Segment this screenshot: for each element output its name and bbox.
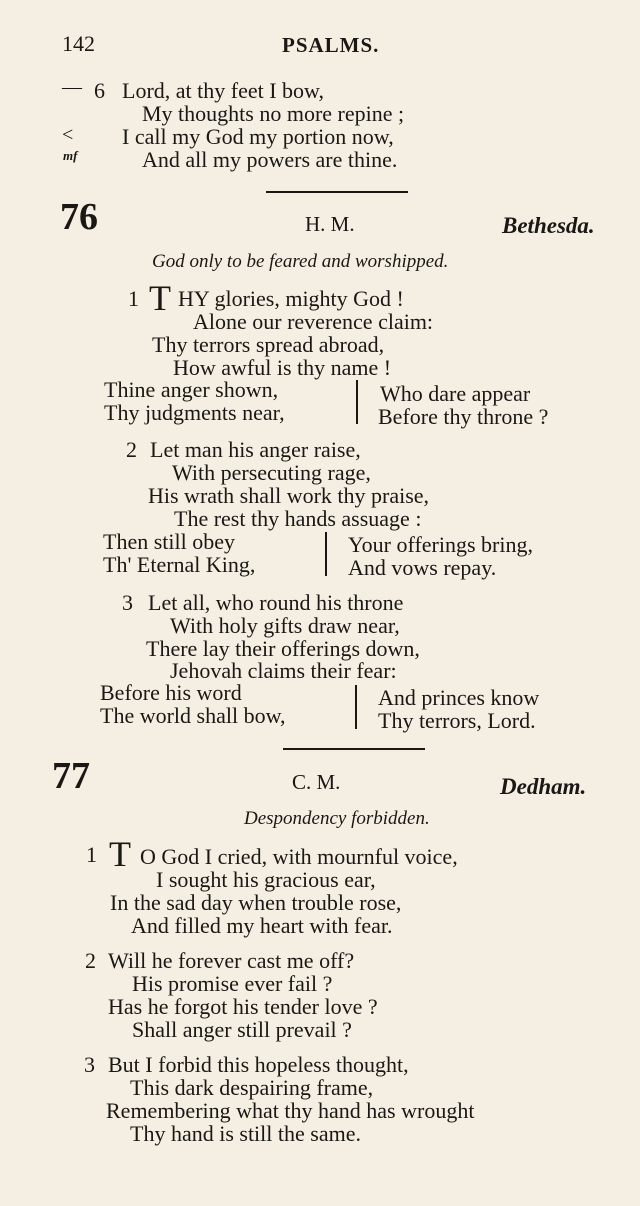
verse-number: 2 <box>85 948 96 973</box>
verse-number: 3 <box>122 590 133 615</box>
verse-line: Before his word <box>100 680 242 705</box>
verse-line: How awful is thy name ! <box>173 355 392 380</box>
section-rule <box>283 748 425 750</box>
verse-line: And vows repay. <box>348 555 497 580</box>
verse-number: 6 <box>94 78 105 103</box>
verse-line: Before thy throne ? <box>378 404 549 429</box>
drop-cap: T <box>109 834 131 874</box>
verse-line: This dark despairing frame, <box>130 1075 374 1100</box>
verse-line: The world shall bow, <box>100 703 286 728</box>
verse-line: Jehovah claims their fear: <box>170 658 397 683</box>
column-divider <box>356 380 358 424</box>
hymn-number: 77 <box>52 755 90 797</box>
verse-number: 3 <box>84 1052 95 1077</box>
verse-line: His promise ever fail ? <box>132 971 333 996</box>
hymn-meter: H. M. <box>305 212 355 236</box>
tune-name: Dedham. <box>500 774 587 799</box>
verse-number: 2 <box>126 437 137 462</box>
verse-line: Lord, at thy feet I bow, <box>122 78 325 103</box>
verse-line: In the sad day when trouble rose, <box>110 890 402 915</box>
verse-line: Thy judgments near, <box>104 400 285 425</box>
verse-line: Thy terrors, Lord. <box>378 708 536 733</box>
verse-line: I sought his gracious ear, <box>156 867 376 892</box>
verse-line: Has he forgot his tender love ? <box>108 994 378 1019</box>
verse-line: His wrath shall work thy praise, <box>148 483 430 508</box>
verse-line: HY glories, mighty God ! <box>178 286 404 311</box>
verse-line: And filled my heart with fear. <box>131 913 393 938</box>
verse-line: Who dare appear <box>380 381 531 406</box>
verse-number: 1 <box>86 842 97 867</box>
running-title: PSALMS. <box>282 33 380 57</box>
tune-name: Bethesda. <box>502 213 595 238</box>
verse-line: With holy gifts draw near, <box>170 613 400 638</box>
verse-line: But I forbid this hopeless thought, <box>108 1052 409 1077</box>
verse-line: Thy hand is still the same. <box>130 1121 361 1146</box>
verse-line: Let man his anger raise, <box>150 437 361 462</box>
verse-line: Your offerings bring, <box>348 532 533 557</box>
hymn-meter: C. M. <box>292 770 341 794</box>
verse-line: Then still obey <box>103 529 235 554</box>
hymn-number: 76 <box>60 196 98 238</box>
verse-line: O God I cried, with mournful voice, <box>140 844 458 869</box>
page-number: 142 <box>62 31 95 56</box>
verse-line: Thine anger shown, <box>104 377 279 402</box>
verse-line: Will he forever cast me off? <box>108 948 355 973</box>
drop-cap: T <box>149 278 171 318</box>
verse-line: Thy terrors spread abroad, <box>152 332 385 357</box>
verse-line: And all my powers are thine. <box>142 147 398 172</box>
dash-mark: — <box>62 76 82 98</box>
verse-line: Alone our reverence claim: <box>193 309 434 334</box>
verse-line: The rest thy hands assuage : <box>174 506 422 531</box>
verse-line: I call my God my portion now, <box>122 124 394 149</box>
verse-line: Let all, who round his throne <box>148 590 404 615</box>
dynamic-mark: mf <box>63 148 78 163</box>
column-divider <box>355 685 357 729</box>
verse-line: With persecuting rage, <box>172 460 371 485</box>
verse-line: Shall anger still prevail ? <box>132 1017 352 1042</box>
verse-line: There lay their offerings down, <box>146 636 420 661</box>
verse-line: And princes know <box>378 685 540 710</box>
hymn-title: God only to be feared and worshipped. <box>152 251 449 272</box>
crescendo-mark: < <box>62 124 74 146</box>
verse-line: Remembering what thy hand has wrought <box>106 1098 475 1123</box>
column-divider <box>325 532 327 576</box>
verse-line: Th' Eternal King, <box>103 552 256 577</box>
section-rule <box>266 191 408 193</box>
verse-number: 1 <box>128 286 139 311</box>
verse-line: My thoughts no more repine ; <box>142 101 405 126</box>
hymn-title: Despondency forbidden. <box>244 808 430 829</box>
